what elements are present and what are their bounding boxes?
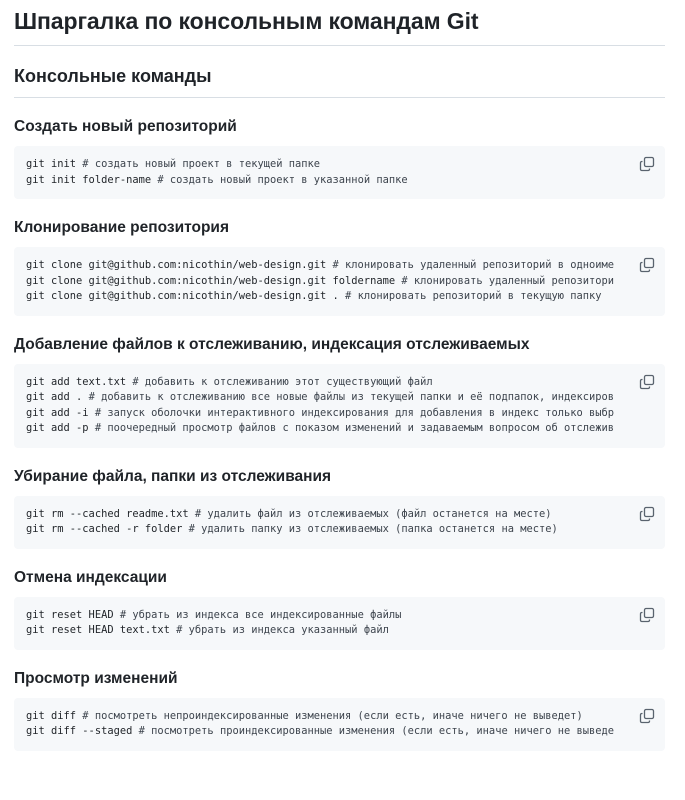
code-line [26,709,627,725]
code-block [14,247,665,316]
code-line [26,724,627,740]
comment-text: # клонировать удаленный репозиторий в одноиме [326,259,615,271]
command-text: git rm --cached readme.txt [26,507,189,520]
code-content[interactable] [14,146,665,199]
command-text: git clone git@github.com:nicothin/web-design.git [26,259,327,271]
command-blocks [14,118,665,751]
block-heading: Создать новый репозиторий [14,118,237,135]
command-text: git clone git@github.com:nicothin/web-design.git . [26,290,339,302]
page-title: Шпаргалка по консольным командам Git [14,8,665,46]
comment-text: # удалить файл из отслеживаемых (файл останется на месте) [188,507,552,520]
command-text: git add text.txt [26,375,127,388]
command-text: git clone git@github.com:nicothin/web-design.git foldername [26,274,396,287]
code-line [26,507,627,523]
command-text: git reset HEAD text.txt [26,624,170,636]
command-text: git diff [26,709,77,722]
code-line [26,375,627,391]
code-block [14,597,665,650]
code-line [26,421,627,437]
code-line [26,274,627,290]
code-block [14,146,665,199]
command-block [14,219,665,316]
command-block [14,118,665,199]
copy-icon [639,607,655,623]
command-text: git init folder-name [26,173,152,186]
copy-icon [639,257,655,273]
comment-text: # убрать из индекса все индексированные файлы [113,608,402,621]
copy-button[interactable] [639,708,655,724]
command-text: git diff --staged [26,725,133,737]
code-line [26,406,627,422]
comment-text: # убрать из индекса указанный файл [169,624,389,636]
command-text: git add . [26,391,83,403]
code-block [14,698,665,751]
block-heading: Клонирование репозитория [14,219,230,236]
command-block [14,670,665,751]
comment-text: # создать новый проект в текущей папке [76,158,321,170]
comment-text: # посмотреть непроиндексированные изменения (если есть, иначе ничего не выведет) [76,709,583,722]
comment-text: # посмотреть проиндексированные изменения (если есть, иначе ничего не выведе [132,725,615,737]
code-content[interactable] [14,247,665,316]
comment-text: # клонировать репозиторий в текущую папку [338,290,602,302]
command-block [14,569,665,650]
command-text: git reset HEAD [26,608,114,621]
copy-button[interactable] [639,607,655,623]
block-heading: Просмотр изменений [14,669,178,687]
code-line [26,623,627,639]
code-line [26,608,627,624]
code-line [26,157,627,173]
comment-text: # добавить к отслеживанию все новые файлы из текущей папки и её подпапок, индексиров [82,391,615,403]
copy-button[interactable] [639,156,655,172]
comment-text: # запуск оболочки интерактивного индексирования для добавления в индекс только выбр [88,406,615,419]
command-text: git add -i [26,406,89,419]
copy-icon [639,708,655,724]
code-content[interactable] [14,496,665,549]
code-line [26,390,627,406]
command-text: git rm --cached -r folder [26,523,183,535]
code-line [26,522,627,538]
copy-button[interactable] [639,506,655,522]
comment-text: # клонировать удаленный репозитори [395,274,615,287]
command-text: git init [26,158,77,170]
code-line [26,258,627,274]
code-block [14,496,665,549]
code-line [26,173,627,189]
copy-icon [639,156,655,172]
code-content[interactable] [14,364,665,448]
code-content[interactable] [14,597,665,650]
section-title: Консольные команды [14,66,665,98]
comment-text: # поочередный просмотр файлов с показом изменений и задаваемым вопросом об отслежив [88,422,615,434]
code-content[interactable] [14,698,665,751]
block-heading: Добавление файлов к отслеживанию, индексация отслеживаемых [14,335,530,353]
copy-icon [639,506,655,522]
command-block [14,468,665,549]
command-text: git add -p [26,422,89,434]
comment-text: # добавить к отслеживанию этот существующий файл [126,375,433,388]
block-heading: Убирание файла, папки из отслеживания [14,467,332,485]
comment-text: # удалить папку из отслеживаемых (папка останется на месте) [182,523,558,535]
code-block [14,364,665,448]
copy-button[interactable] [639,374,655,390]
comment-text: # создать новый проект в указанной папке [151,173,408,186]
command-block [14,336,665,448]
copy-button[interactable] [639,257,655,273]
code-line [26,289,627,305]
block-heading: Отмена индексации [14,568,167,586]
copy-icon [639,374,655,390]
